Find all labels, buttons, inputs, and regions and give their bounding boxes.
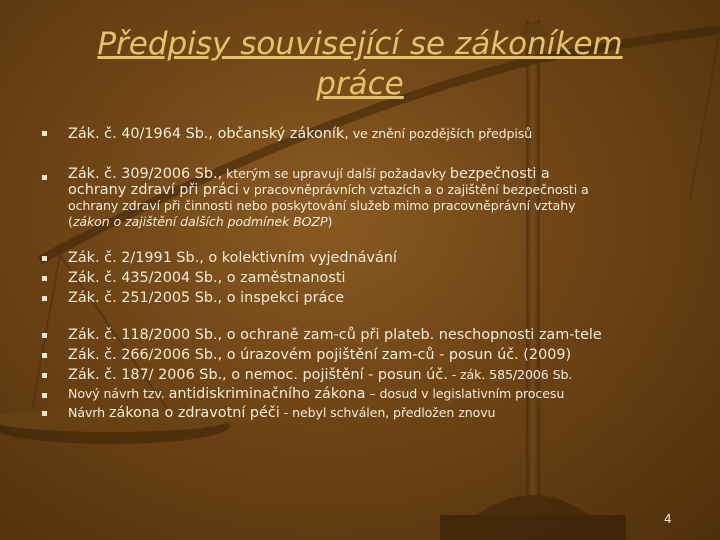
law-short-name: zákon o zajištění dalších podmínek BOZP [72, 214, 328, 229]
bullet-square-icon [42, 353, 47, 358]
law-note: v pracovněprávních vztazích a o zajištění bezpečnosti a [238, 182, 589, 197]
list-item: Zák. č. 266/2006 Sb., o úrazovém pojištění zam-ců - posun úč. (2009) [68, 347, 572, 363]
law-emphasis: zákona o zdravotní péči [108, 405, 280, 421]
law-note: – dosud v legislativním procesu [365, 386, 565, 401]
list-item [68, 405, 698, 421]
list-item: Zák. č. 251/2005 Sb., o inspekci práce [68, 290, 345, 306]
law-note: - zák. 585/2006 Sb. [447, 367, 573, 382]
bullet-square-icon [42, 333, 47, 338]
law-reference: Zák. č. 187/ 2006 Sb., o nemoc. pojištění - posun úč. [68, 367, 448, 383]
bullet-square-icon [42, 296, 47, 301]
law-reference: Zák. č. 40/1964 Sb., občanský zákoník, [68, 126, 349, 142]
list-item [68, 386, 698, 402]
title-line-1: Předpisy související se zákoníkem [97, 26, 623, 62]
slide-title [60, 24, 660, 104]
list-item [68, 126, 698, 142]
law-note: Návrh [68, 405, 109, 420]
law-emphasis: antidiskriminačního zákona [168, 386, 366, 402]
law-note: - nebyl schválen, předložen znovu [279, 405, 496, 420]
bullet-square-icon [42, 411, 47, 416]
title-line-2: práce [316, 66, 404, 102]
page-number: 4 [664, 512, 672, 526]
bullet-square-icon [42, 175, 47, 180]
bullet-square-icon [42, 276, 47, 281]
law-reference: Zák. č. 309/2006 Sb., [68, 166, 223, 182]
list-item [68, 166, 698, 230]
list-item: Zák. č. 118/2000 Sb., o ochraně zam-ců při plateb. neschopnosti zam-tele [68, 327, 602, 343]
law-emphasis: bezpečnosti a [449, 166, 550, 182]
bullet-square-icon [42, 373, 47, 378]
list-item: Zák. č. 435/2004 Sb., o zaměstnanosti [68, 270, 346, 286]
paren-open: ( [68, 214, 73, 229]
bullet-square-icon [42, 393, 47, 398]
law-note: Nový návrh tzv. [68, 386, 169, 401]
law-emphasis: ochrany zdraví při práci [68, 182, 239, 198]
list-item: Zák. č. 2/1991 Sb., o kolektivním vyjednávání [68, 250, 397, 266]
law-note: kterým se upravují další požadavky [222, 166, 450, 181]
paren-close: ) [327, 214, 333, 229]
law-note: ochrany zdraví při činnosti nebo poskytování služeb mimo pracovněprávní vztahy [68, 198, 576, 213]
bullet-square-icon [42, 256, 47, 261]
bullet-square-icon [42, 131, 47, 136]
list-item [68, 367, 698, 383]
law-note: ve znění pozdějších předpisů [348, 126, 533, 141]
